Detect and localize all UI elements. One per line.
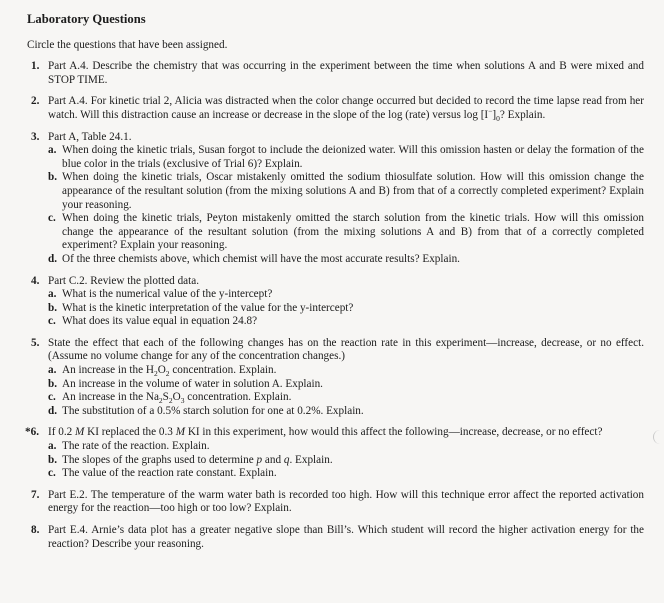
page-title: Laboratory Questions: [27, 12, 146, 26]
question-6: [27, 426, 644, 480]
sub-question-a: a. What is the numerical value of the y-intercept?: [48, 288, 273, 301]
instructions: Circle the questions that have been assigned.: [27, 38, 228, 51]
question-number: 7.: [31, 488, 40, 501]
sub-question-b: b. An increase in the volume of water in solution A. Explain.: [48, 377, 323, 390]
sub-question-c: c. An increase in the $Na_2S_2O_3$ concentration. Explain.: [48, 391, 292, 406]
sub-question-a: a. The rate of the reaction. Explain.: [48, 440, 210, 453]
sub-question-b: b. When doing the kinetic trials, Oscar mistakenly omitted the sodium thiosulfate solution. How will this omission change the appearance of the resultant solution (from the mixing solutions A and B) from that of a correctly completed experiment? Explain your reasoning.: [48, 171, 644, 211]
question-number: 2.: [31, 95, 40, 108]
question-number: *6.: [25, 426, 39, 439]
sub-question-c: c. What does its value equal in equation 24.8?: [48, 315, 258, 328]
question-text: State the effect that each of the following changes has on the reaction rate in this experiment—increase, decrease, or no effect. (Assume no volume change for any of the concentration changes.): [48, 336, 644, 363]
question-text: Part A.4. Describe the chemistry that was occurring in the experiment between the time when solutions A and B were mixed and STOP TIME.: [48, 60, 644, 86]
sub-question-d: d. Of the three chemists above, which chemist will have the most accurate results? Explain.: [48, 252, 460, 265]
question-text: Part A.4. For kinetic trial 2, Alicia was distracted when the color change occurred but decided to record the time lapse read from her watch. Will this distraction cause an increase or decrease in the slope of the log (rate) versus $\log [I^-]_0$? Explain.: [48, 95, 644, 124]
question-text: Part C.2. Review the plotted data.: [48, 274, 199, 287]
sub-question-c: c. When doing the kinetic trials, Peyton mistakenly omitted the starch solution from the kinetic trials. How will this omission change the appearance of the resultant solution (from the mixing solutions A and B) from that of a correctly completed experiment? Explain your reasoning.: [48, 212, 644, 252]
question-number: 1.: [31, 60, 40, 73]
sub-question-c: c. The value of the reaction rate constant. Explain.: [48, 467, 277, 480]
question-number: 4.: [31, 274, 40, 287]
question-text: Part E.4. Arnie’s data plot has a greater negative slope than Bill’s. Which student will record the higher activation energy for the reaction? Describe your reasoning.: [48, 524, 644, 550]
sub-question-d: d. The substitution of a 0.5% starch solution for one at 0.2%. Explain.: [48, 404, 364, 417]
sub-question-a: a. When doing the kinetic trials, Susan forgot to include the deionized water. Will this omission hasten or delay the formation of the blue color in the trials (exclusive of Trial 6)? Explain.: [48, 144, 644, 170]
question-5: [27, 337, 644, 419]
sub-question-a: a. An increase in the $H_2O_2$ concentration. Explain.: [48, 364, 277, 379]
question-number: 5.: [31, 336, 40, 349]
question-text: Part A, Table 24.1.: [48, 130, 132, 143]
question-4: [27, 275, 644, 329]
question-number: 8.: [31, 524, 40, 536]
sub-question-b: b. The slopes of the graphs used to determine p and q. Explain.: [48, 453, 333, 466]
question-text: If 0.2 M KI replaced the 0.3 M KI in this experiment, how would this affect the following—increase, decrease, or no effect?: [48, 426, 603, 439]
question-1: [27, 60, 644, 87]
question-number: 3.: [31, 130, 40, 143]
page-curl-mark: [653, 430, 664, 444]
question-2: [27, 95, 644, 122]
sub-question-b: b. What is the kinetic interpretation of the value for the y-intercept?: [48, 301, 354, 314]
question-8: [27, 524, 644, 551]
question-7: [27, 489, 644, 516]
question-3: [27, 131, 644, 267]
question-text: Part E.2. The temperature of the warm water bath is recorded too high. How will this technique error affect the reported activation energy for the reaction—too high or too low? Explain.: [48, 488, 644, 515]
